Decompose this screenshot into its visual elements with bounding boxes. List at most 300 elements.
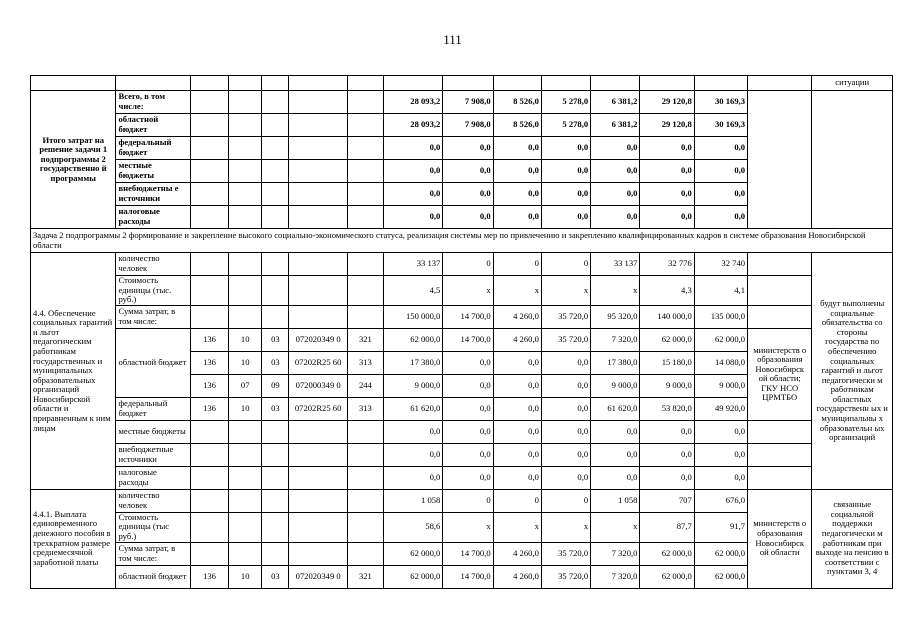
empty-cell [443,76,493,91]
value-cell: 0,0 [591,137,640,160]
rz-cell: 10 [229,328,262,351]
value-cell: 0,0 [493,466,541,489]
vr-cell [347,512,383,542]
pr-cell [262,512,289,542]
vr-cell [347,443,383,466]
value-cell: 0,0 [384,443,443,466]
value-cell: 0,0 [541,420,590,443]
value-cell: 0,0 [541,443,590,466]
pr-cell [262,253,289,276]
value-cell: х [591,276,640,306]
empty-cell [694,76,747,91]
task-heading: Задача 2 подпрограммы 2 формирование и закрепление высокого социально-экономического статуса, реализация системы мер по привлечению и закреплению квалифицированных кадров в системе образования Новосибирской области [31,229,893,253]
value-cell: 4 260,0 [493,328,541,351]
value-cell: 14 700,0 [443,565,493,588]
value-cell: 30 169,3 [694,91,747,114]
value-cell: 17 380,0 [384,351,443,374]
pr-cell [262,443,289,466]
value-cell: 0,0 [591,443,640,466]
executor-cell [748,305,812,328]
value-cell: 62 000,0 [640,542,694,565]
source-label: внебюджетные источники [116,443,190,466]
source-label: внебюджетны е источники [116,183,190,206]
value-cell: 0,0 [443,443,493,466]
empty-cell [289,76,347,91]
value-cell: 32 776 [640,253,694,276]
value-cell: 0,0 [694,206,747,229]
value-cell: 62 000,0 [694,542,747,565]
value-cell: 62 000,0 [384,542,443,565]
value-cell: 1 058 [591,489,640,512]
empty-cell [190,76,228,91]
table-row [31,489,893,512]
value-cell: 0,0 [640,183,694,206]
table-row [31,443,893,466]
csr-cell: 072020349 0 [289,328,347,351]
table-row [31,328,893,351]
value-cell: 95 320,0 [591,305,640,328]
value-cell: 150 000,0 [384,305,443,328]
executor-cell [748,253,812,276]
pr-cell: 09 [262,374,289,397]
csr-cell [289,276,347,306]
value-cell: 28 093,2 [384,114,443,137]
vr-cell: 321 [347,328,383,351]
value-cell: 62 000,0 [640,328,694,351]
value-cell: 7 320,0 [591,328,640,351]
csr-cell [289,137,347,160]
rz-cell [229,542,262,565]
source-label: местные бюджеты [116,420,190,443]
value-cell: 9 000,0 [591,374,640,397]
pr-cell: 03 [262,328,289,351]
value-cell: 0,0 [493,206,541,229]
value-cell: 35 720,0 [541,305,590,328]
note-cell: ситуации [812,76,893,91]
value-cell: 0,0 [591,183,640,206]
rz-cell [229,489,262,512]
rz-cell: 10 [229,351,262,374]
source-label: федеральный бюджет [116,137,190,160]
value-cell: 53 820,0 [640,397,694,420]
value-cell: х [591,512,640,542]
rz-cell [229,183,262,206]
value-cell: 0,0 [443,160,493,183]
value-cell: 0,0 [493,351,541,374]
csr-cell [289,114,347,137]
table-row [31,305,893,328]
rz-cell [229,512,262,542]
source-label: Стоимость единицы (тыс руб.) [116,512,190,542]
value-cell: 0,0 [493,160,541,183]
value-cell: 140 000,0 [640,305,694,328]
value-cell: х [443,276,493,306]
rz-cell: 07 [229,374,262,397]
value-cell: 14 700,0 [443,328,493,351]
value-cell: 0,0 [384,160,443,183]
value-cell: 8 526,0 [493,114,541,137]
value-cell: 0,0 [591,160,640,183]
table-row [31,420,893,443]
value-cell: 62 000,0 [384,565,443,588]
rz-cell [229,420,262,443]
grbs-cell [190,160,228,183]
value-cell: 9 000,0 [384,374,443,397]
value-cell: 4,3 [640,276,694,306]
value-cell: 7 320,0 [591,542,640,565]
vr-cell: 321 [347,565,383,588]
empty-cell [31,76,116,91]
vr-cell [347,466,383,489]
value-cell: 0,0 [443,420,493,443]
value-cell: 676,0 [694,489,747,512]
rz-cell [229,137,262,160]
vr-cell: 244 [347,374,383,397]
value-cell: 58,6 [384,512,443,542]
grbs-cell [190,443,228,466]
table-row [31,91,893,114]
vr-cell [347,91,383,114]
value-cell: 0,0 [443,183,493,206]
vr-cell [347,489,383,512]
measure-label: 4.4. Обеспечение социальных гарантий и льгот педагогическим работникам государственных и муниципальных образовательных организаций Новосибирской области и приравненным к ним лицам [31,253,116,490]
value-cell: 62 000,0 [694,328,747,351]
table-body [31,76,893,589]
pr-cell [262,489,289,512]
csr-cell [289,253,347,276]
value-cell: 0,0 [541,206,590,229]
value-cell: 6 381,2 [591,91,640,114]
value-cell: 7 908,0 [443,91,493,114]
csr-cell [289,512,347,542]
csr-cell [289,420,347,443]
value-cell: 0 [443,253,493,276]
grbs-cell: 136 [190,565,228,588]
vr-cell [347,420,383,443]
value-cell: 14 080,0 [694,351,747,374]
rz-cell [229,466,262,489]
value-cell: 14 700,0 [443,305,493,328]
grbs-cell [190,183,228,206]
pr-cell [262,420,289,443]
grbs-cell [190,114,228,137]
value-cell: 0,0 [640,160,694,183]
grbs-cell [190,137,228,160]
value-cell: 0,0 [541,351,590,374]
rz-cell [229,160,262,183]
empty-cell [116,76,190,91]
value-cell: 0,0 [443,206,493,229]
value-cell: 5 278,0 [541,91,590,114]
executor-cell: министерств о образования Новосибирск ой области [748,489,812,588]
pr-cell [262,114,289,137]
csr-cell [289,542,347,565]
csr-cell [289,206,347,229]
executor-cell [748,466,812,489]
pr-cell: 03 [262,397,289,420]
value-cell: х [541,276,590,306]
value-cell: 0,0 [443,374,493,397]
value-cell: 0,0 [443,351,493,374]
source-label: областной бюджет [116,328,190,397]
csr-cell: 072000349 0 [289,374,347,397]
value-cell: х [443,512,493,542]
executor-cell [748,276,812,306]
vr-cell: 313 [347,351,383,374]
csr-cell [289,466,347,489]
value-cell: 61 620,0 [384,397,443,420]
value-cell: 0,0 [541,466,590,489]
grbs-cell [190,91,228,114]
grbs-cell [190,253,228,276]
value-cell: 8 526,0 [493,91,541,114]
grbs-cell [190,206,228,229]
value-cell: 0,0 [384,137,443,160]
value-cell: 0,0 [541,183,590,206]
vr-cell [347,114,383,137]
value-cell: 707 [640,489,694,512]
grbs-cell: 136 [190,351,228,374]
value-cell: 28 093,2 [384,91,443,114]
value-cell: 6 381,2 [591,114,640,137]
executor-cell [748,91,812,229]
result-cell: будут выполнены социальные обязательства со стороны государства по обеспечению социальных гарантий и льгот педагогически м работникам областных государственн ых и муниципальны х образовательн ых организаций [812,253,893,490]
source-label: количество человек [116,253,190,276]
value-cell: 0,0 [541,137,590,160]
value-cell: 0,0 [384,183,443,206]
empty-cell [748,76,812,91]
grbs-cell [190,512,228,542]
value-cell: 35 720,0 [541,565,590,588]
grbs-cell: 136 [190,397,228,420]
value-cell: 0 [493,489,541,512]
value-cell: 0,0 [493,443,541,466]
vr-cell [347,206,383,229]
pr-cell: 03 [262,565,289,588]
value-cell: х [493,512,541,542]
value-cell: 0,0 [493,137,541,160]
value-cell: 29 120,8 [640,91,694,114]
value-cell: 35 720,0 [541,328,590,351]
value-cell: 0,0 [493,374,541,397]
empty-cell [493,76,541,91]
rz-cell [229,114,262,137]
value-cell: 7 908,0 [443,114,493,137]
empty-cell [541,76,590,91]
executor-cell [748,420,812,443]
empty-cell [640,76,694,91]
vr-cell [347,137,383,160]
vr-cell [347,542,383,565]
itogo-label: Итого затрат на решение задачи 1 подпрограммы 2 государственно й программы [31,91,116,229]
grbs-cell [190,466,228,489]
rz-cell [229,91,262,114]
source-label: Стоимость единицы (тыс. руб.) [116,276,190,306]
pr-cell [262,160,289,183]
pr-cell: 03 [262,351,289,374]
value-cell: 17 380,0 [591,351,640,374]
value-cell: 62 000,0 [640,565,694,588]
source-label: количество человек [116,489,190,512]
rz-cell [229,276,262,306]
result-cell: связанные социальной поддержки педагогически м работникам при выходе на пенсию в соответствии с пунктами 3, 4 [812,489,893,588]
value-cell: 0,0 [591,466,640,489]
value-cell: 4,5 [384,276,443,306]
value-cell: 30 169,3 [694,114,747,137]
value-cell: 0,0 [694,420,747,443]
rz-cell [229,443,262,466]
grbs-cell: 136 [190,374,228,397]
empty-cell [262,76,289,91]
value-cell: 9 000,0 [640,374,694,397]
value-cell: 0,0 [541,397,590,420]
value-cell: 4 260,0 [493,542,541,565]
csr-cell: 07202R25 60 [289,397,347,420]
grbs-cell [190,420,228,443]
value-cell: 0,0 [493,397,541,420]
grbs-cell: 136 [190,328,228,351]
value-cell: 4 260,0 [493,565,541,588]
empty-cell [347,76,383,91]
pr-cell [262,276,289,306]
pr-cell [262,542,289,565]
table-row [31,76,893,91]
value-cell: 0 [541,489,590,512]
value-cell: 7 320,0 [591,565,640,588]
page-number: 111 [443,32,462,47]
value-cell: 49 920,0 [694,397,747,420]
value-cell: х [493,276,541,306]
value-cell: 0,0 [694,137,747,160]
source-label: Сумма затрат, в том числе: [116,542,190,565]
value-cell: 33 137 [384,253,443,276]
measure-label: 4.4.1. Выплата единовременного денежного пособия в трехкратном размере среднемесячной заработной платы [31,489,116,588]
value-cell: 61 620,0 [591,397,640,420]
value-cell: 29 120,8 [640,114,694,137]
pr-cell [262,305,289,328]
value-cell: 4 260,0 [493,305,541,328]
source-label: Сумма затрат, в том числе: [116,305,190,328]
value-cell: 62 000,0 [694,565,747,588]
pr-cell [262,206,289,229]
value-cell: 0 [493,253,541,276]
csr-cell: 072020349 0 [289,565,347,588]
pr-cell [262,466,289,489]
value-cell: 0,0 [443,137,493,160]
value-cell: 0,0 [640,137,694,160]
value-cell: 0,0 [384,206,443,229]
rz-cell [229,305,262,328]
grbs-cell [190,276,228,306]
csr-cell [289,183,347,206]
grbs-cell [190,489,228,512]
csr-cell [289,489,347,512]
grbs-cell [190,542,228,565]
value-cell: 0,0 [640,206,694,229]
table-row [31,276,893,306]
value-cell: 14 700,0 [443,542,493,565]
value-cell: 0,0 [493,420,541,443]
value-cell: 0,0 [493,183,541,206]
budget-table [30,75,893,589]
source-label: федеральный бюджет [116,397,190,420]
source-label: областной бюджет [116,114,190,137]
source-label: налоговые расходы [116,466,190,489]
value-cell: 0,0 [541,160,590,183]
empty-cell [591,76,640,91]
csr-cell [289,160,347,183]
table-row [31,229,893,253]
vr-cell [347,160,383,183]
value-cell: 5 278,0 [541,114,590,137]
vr-cell [347,183,383,206]
vr-cell [347,305,383,328]
value-cell: 9 000,0 [694,374,747,397]
rz-cell: 10 [229,565,262,588]
value-cell: 62 000,0 [384,328,443,351]
grbs-cell [190,305,228,328]
value-cell: х [541,512,590,542]
value-cell: 0,0 [591,420,640,443]
table-row [31,466,893,489]
result-cell [812,91,893,229]
rz-cell [229,253,262,276]
executor-cell [748,443,812,466]
executor-cell: министерств о образования Новосибирск ой области; ГКУ НСО ЦРМТБО [748,328,812,420]
value-cell: 0,0 [694,160,747,183]
csr-cell [289,443,347,466]
value-cell: 4,1 [694,276,747,306]
vr-cell [347,253,383,276]
value-cell: 135 000,0 [694,305,747,328]
value-cell: 0,0 [694,466,747,489]
vr-cell: 313 [347,397,383,420]
value-cell: 0,0 [384,420,443,443]
value-cell: 0,0 [591,206,640,229]
csr-cell [289,91,347,114]
rz-cell [229,206,262,229]
value-cell: 15 180,0 [640,351,694,374]
table-row [31,253,893,276]
value-cell: 0,0 [443,397,493,420]
vr-cell [347,276,383,306]
pr-cell [262,137,289,160]
value-cell: 87,7 [640,512,694,542]
value-cell: 0,0 [694,443,747,466]
value-cell: 0,0 [640,420,694,443]
value-cell: 32 740 [694,253,747,276]
source-label: областной бюджет [116,565,190,588]
value-cell: 0,0 [443,466,493,489]
csr-cell [289,305,347,328]
value-cell: 35 720,0 [541,542,590,565]
rz-cell: 10 [229,397,262,420]
value-cell: 0,0 [694,183,747,206]
pr-cell [262,91,289,114]
empty-cell [229,76,262,91]
value-cell: 33 137 [591,253,640,276]
empty-cell [384,76,443,91]
value-cell: 0 [541,253,590,276]
source-label: налоговые расходы [116,206,190,229]
source-label: местные бюджеты [116,160,190,183]
value-cell: 0,0 [384,466,443,489]
value-cell: 91,7 [694,512,747,542]
value-cell: 0 [443,489,493,512]
source-label: Всего, в том числе: [116,91,190,114]
value-cell: 1 058 [384,489,443,512]
pr-cell [262,183,289,206]
